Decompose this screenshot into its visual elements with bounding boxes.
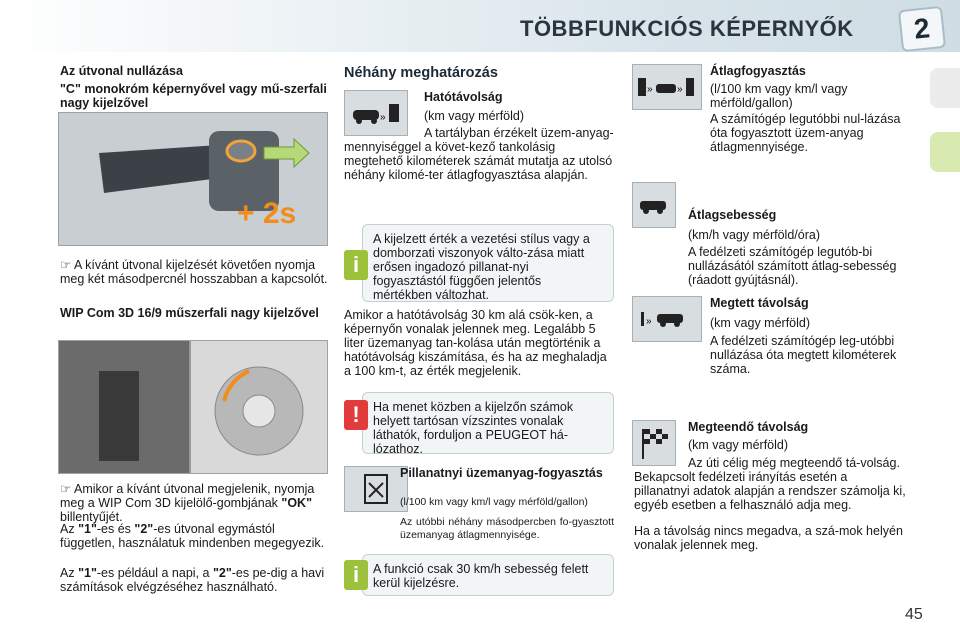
tab-2-active[interactable] [930, 132, 960, 172]
console-image [58, 340, 328, 474]
page-title: TÖBBFUNKCIÓS KÉPERNYŐK [520, 16, 854, 41]
reset-heading: Az útvonal nullázása [60, 64, 183, 78]
avg-speed-unit: (km/h vagy mérföld/óra) [688, 228, 820, 242]
instant-consumption-icon [344, 466, 408, 512]
svg-text:»: » [647, 84, 653, 95]
svg-text:»: » [646, 316, 652, 327]
avg-speed-icon [632, 182, 676, 228]
bullet-1-text: A kívánt útvonal kijelzését követően nyomja meg két másodpercnél hosszabban a kapcsolót. [60, 258, 328, 286]
avg-consumption-heading: Átlagfogyasztás [710, 64, 806, 78]
instant-heading: Pillanatnyi üzemanyag-fogyasztás [400, 466, 603, 480]
avg-consumption-unit: (l/100 km vagy km/l vagy mérföld/gallon) [710, 82, 848, 110]
speed-info-text: A funkció csak 30 km/h sebesség felett kerül kijelzésre. [373, 562, 589, 590]
page-number: 45 [905, 606, 923, 623]
avg-speed-text: A fedélzeti számítógép legutób-bi nullázásától számított átlag-sebesség (ráadott gyújtásnál). [688, 245, 897, 287]
remaining-unit: (km vagy mérföld) [688, 438, 789, 452]
bullet-2 [60, 482, 328, 524]
remaining-text: Az úti célig még megteendő tá-volság. Bekapcsolt fedélzeti irányítás esetén a pillanatnyi adatok alapján a rendszer számolja ki, egyéb esetben a felhasználó adja meg. [634, 456, 906, 512]
avg-consumption-icon [632, 64, 702, 110]
info-icon-2: i [344, 560, 368, 590]
bullet-icon: ☞ [60, 258, 72, 272]
stalk-image [58, 112, 328, 246]
svg-text:»: » [380, 112, 386, 123]
range-info-note [362, 224, 614, 302]
range-text-2: Amikor a hatótávolság 30 km alá csök-ken, a képernyőn vonalak jelennek meg. Legalább 5 liter üzemanyag tan-kolása után megtörténik a hatótávolság kiszámítása, és ha az meghaladja a 100 km-t, az érték megjelenik. [344, 308, 607, 378]
remaining-heading: Megteendő távolság [688, 420, 809, 434]
remaining-text-2: Ha a távolság nincs megadva, a szá-mok helyén vonalak jelennek meg. [634, 524, 903, 552]
distance-heading: Megtett távolság [710, 296, 809, 310]
two-seconds-label: + 2s [237, 197, 297, 230]
page-header [0, 0, 960, 52]
range-unit: (km vagy mérföld) [424, 109, 525, 123]
console-illustration [59, 341, 327, 473]
range-text: A tartályban érzékelt üzem-anyag-mennyiséggel a követ-kező tankolásig megtehető kilométerek számát mutatja az utolsó néhány kilomé-ter átlagfogyasztása alapján. [344, 126, 614, 182]
bullet-icon-2: ☞ [60, 482, 72, 496]
instant-unit: (l/100 km vagy km/l vagy mérföld/gallon) [400, 496, 588, 508]
range-heading: Hatótávolság [424, 90, 503, 104]
distance-icon [632, 296, 702, 342]
reset-subheading: "C" monokróm képernyővel vagy mű-szerfali nagy kijelzővel [60, 82, 327, 110]
ok-key: "OK" [281, 496, 312, 510]
tab-1[interactable] [930, 68, 960, 108]
svg-text:»: » [677, 84, 683, 95]
chapter-badge: 2 [898, 6, 946, 52]
warning-note [362, 392, 614, 454]
distance-text: A fedélzeti számítógép leg-utóbbi nullázása óta megtett kilométerek száma. [710, 334, 897, 376]
routes-paragraph-1: Az "1"-es és "2"-es útvonal egymástól független, használatuk mindenben megegyezik. [60, 522, 325, 550]
routes-paragraph-2: Az "1"-es például a napi, a "2"-es pe-dig a havi számítások elvégzéséhez használható. [60, 566, 325, 594]
instant-text: Az utóbbi néhány másodpercben fo-gyasztott üzemanyag átlagmennyisége. [400, 516, 614, 541]
warning-text: Ha menet közben a kijelzőn számok helyett tartósan vízszintes vonalak láthatók, forduljon a PEUGEOT há-lózathoz. [373, 400, 574, 456]
warning-icon: ! [344, 400, 368, 430]
definitions-title: Néhány meghatározás [344, 65, 498, 81]
info-icon: i [344, 250, 368, 280]
stalk-illustration [59, 113, 327, 245]
wip-heading: WIP Com 3D 16/9 műszerfali nagy kijelzővel [60, 306, 319, 320]
distance-unit: (km vagy mérföld) [710, 316, 811, 330]
avg-consumption-text: A számítógép legutóbbi nul-lázása óta fogyasztott üzem-anyag átlagmennyisége. [710, 112, 901, 154]
bullet-2-text-end: billentyűjét. [60, 510, 123, 524]
range-info-text: A kijelzett érték a vezetési stílus vagy a domborzati viszonyok válto-zása miatt erősen ingadozó pillanat-nyi fogyasztástól függően jelentős mértékben változhat. [373, 232, 590, 302]
speed-info-note [362, 554, 614, 596]
avg-speed-heading: Átlagsebesség [688, 208, 777, 222]
bullet-1 [60, 258, 328, 286]
bullet-2-text: Amikor a kívánt útvonal megjelenik, nyomja meg a WIP Com 3D kijelölő-gombjának [60, 482, 315, 510]
